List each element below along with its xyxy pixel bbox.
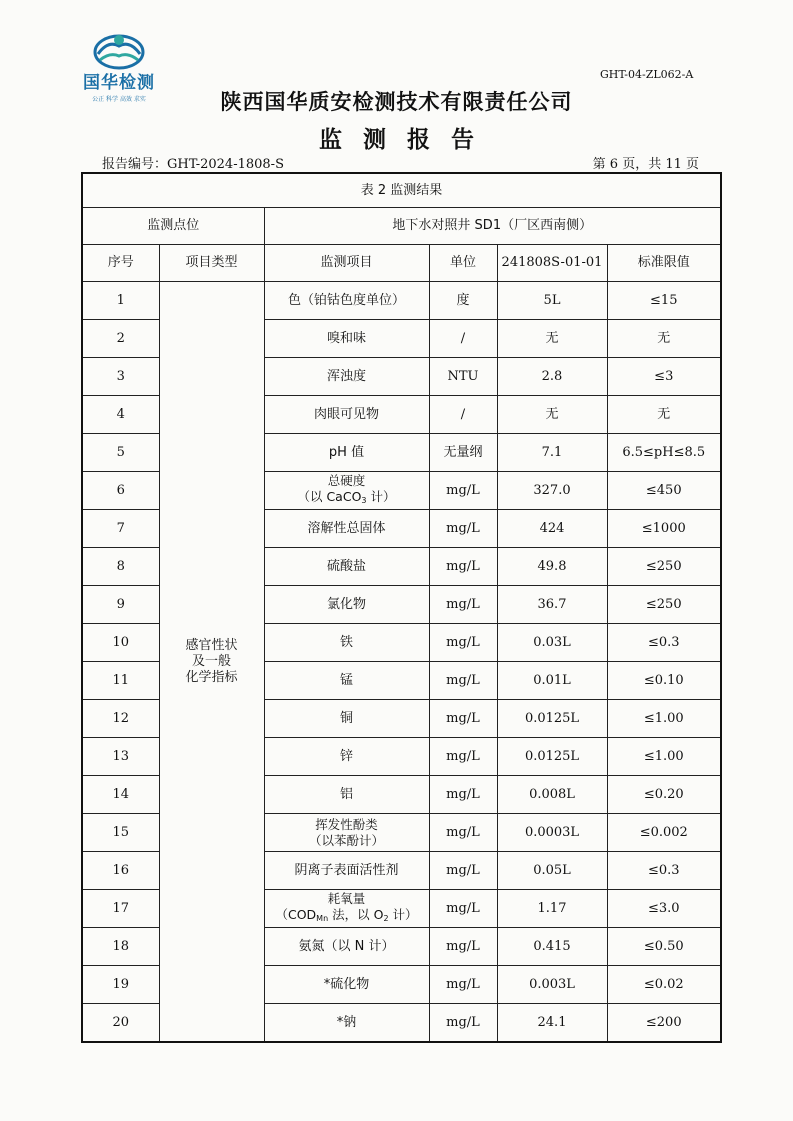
row-unit: mg/L bbox=[429, 700, 497, 738]
row-result: 无 bbox=[497, 396, 607, 434]
item-note-part: 计） bbox=[388, 906, 418, 922]
table-caption-row bbox=[82, 173, 721, 208]
row-result: 无 bbox=[497, 320, 607, 358]
row-limit: ≤0.10 bbox=[607, 662, 721, 700]
row-no: 4 bbox=[82, 396, 159, 434]
category-line: 感官性状 bbox=[185, 637, 238, 653]
monitoring-point-row bbox=[82, 208, 721, 245]
item-name: pH 值 bbox=[328, 444, 365, 460]
row-item bbox=[264, 396, 429, 434]
item-name: 铝 bbox=[339, 786, 353, 802]
row-result: 0.05L bbox=[497, 852, 607, 890]
row-unit: mg/L bbox=[429, 548, 497, 586]
row-limit: ≤0.02 bbox=[607, 966, 721, 1004]
item-name: 锰 bbox=[339, 672, 353, 688]
row-result: 2.8 bbox=[497, 358, 607, 396]
row-no: 20 bbox=[82, 1004, 159, 1043]
row-result: 49.8 bbox=[497, 548, 607, 586]
row-result: 1.17 bbox=[497, 890, 607, 928]
item-note-part: 计） bbox=[366, 488, 396, 504]
item-name: 阴离子表面活性剂 bbox=[294, 862, 399, 878]
row-result: 24.1 bbox=[497, 1004, 607, 1043]
item-name: 氯化物 bbox=[326, 596, 366, 612]
item-name: 铜 bbox=[339, 710, 353, 726]
row-no: 13 bbox=[82, 738, 159, 776]
item-note-part: （COD bbox=[275, 906, 317, 922]
item-name: 浑浊度 bbox=[326, 368, 366, 384]
row-limit: 无 bbox=[607, 396, 721, 434]
row-limit: ≤1.00 bbox=[607, 700, 721, 738]
header-no: 序号 bbox=[82, 245, 159, 282]
category-line: 及一般 bbox=[191, 653, 231, 669]
row-no: 14 bbox=[82, 776, 159, 814]
item-name: 挥发性酚类 bbox=[315, 816, 378, 832]
company-name: 陕西国华质安检测技术有限责任公司 bbox=[220, 90, 573, 114]
row-limit: 6.5≤pH≤8.5 bbox=[607, 434, 721, 472]
row-unit: mg/L bbox=[429, 738, 497, 776]
row-no: 11 bbox=[82, 662, 159, 700]
item-note bbox=[265, 833, 429, 849]
table-row bbox=[82, 282, 721, 320]
item-name: 锌 bbox=[339, 748, 353, 764]
row-item bbox=[264, 738, 429, 776]
row-limit: ≤3 bbox=[607, 358, 721, 396]
row-limit: ≤250 bbox=[607, 586, 721, 624]
item-name: 硫酸盐 bbox=[326, 558, 366, 574]
row-limit: ≤15 bbox=[607, 282, 721, 320]
item-name: 铁 bbox=[339, 634, 353, 650]
monitoring-results-table bbox=[81, 172, 722, 1043]
row-no: 19 bbox=[82, 966, 159, 1004]
row-no: 17 bbox=[82, 890, 159, 928]
row-unit: mg/L bbox=[429, 928, 497, 966]
row-result: 36.7 bbox=[497, 586, 607, 624]
item-note-part: （以 CaCO bbox=[297, 488, 362, 504]
item-note-part: Mn bbox=[316, 913, 329, 923]
item-name: 色（铂钴色度单位） bbox=[287, 292, 405, 308]
row-item bbox=[264, 434, 429, 472]
row-limit: 无 bbox=[607, 320, 721, 358]
row-result: 0.008L bbox=[497, 776, 607, 814]
item-note-part: （以苯酚计） bbox=[308, 832, 384, 848]
row-no: 8 bbox=[82, 548, 159, 586]
row-unit: mg/L bbox=[429, 624, 497, 662]
row-item bbox=[264, 472, 429, 510]
row-no: 1 bbox=[82, 282, 159, 320]
row-no: 2 bbox=[82, 320, 159, 358]
logo-text: 国华检测 bbox=[83, 73, 155, 93]
row-unit: mg/L bbox=[429, 776, 497, 814]
row-no: 16 bbox=[82, 852, 159, 890]
row-unit: mg/L bbox=[429, 814, 497, 852]
item-note-part: 3 bbox=[361, 495, 367, 505]
page-info: 第 6 页，共 11 页 bbox=[592, 157, 699, 172]
row-result: 0.01L bbox=[497, 662, 607, 700]
row-unit: mg/L bbox=[429, 1004, 497, 1043]
report-number: 报告编号：GHT-2024-1808-S bbox=[102, 157, 284, 172]
monitoring-point-value: 地下水对照井 SD1（厂区西南侧） bbox=[264, 208, 721, 245]
header-category: 项目类型 bbox=[159, 245, 264, 282]
item-note-part: 2 bbox=[383, 913, 389, 923]
item-note bbox=[265, 907, 429, 927]
row-unit: mg/L bbox=[429, 586, 497, 624]
row-result: 424 bbox=[497, 510, 607, 548]
row-unit: / bbox=[429, 396, 497, 434]
row-result: 7.1 bbox=[497, 434, 607, 472]
logo-slogan: 公正 科学 高效 求实 bbox=[92, 96, 146, 103]
row-no: 7 bbox=[82, 510, 159, 548]
row-item bbox=[264, 282, 429, 320]
row-item bbox=[264, 548, 429, 586]
row-limit: ≤3.0 bbox=[607, 890, 721, 928]
row-item bbox=[264, 776, 429, 814]
row-limit: ≤0.002 bbox=[607, 814, 721, 852]
row-result: 327.0 bbox=[497, 472, 607, 510]
row-unit: NTU bbox=[429, 358, 497, 396]
row-result: 0.0003L bbox=[497, 814, 607, 852]
row-item bbox=[264, 966, 429, 1004]
row-unit: mg/L bbox=[429, 472, 497, 510]
document-number: GHT-04-ZL062-A bbox=[600, 68, 694, 81]
row-item bbox=[264, 814, 429, 852]
row-no: 9 bbox=[82, 586, 159, 624]
report-title: 监测报告 bbox=[319, 127, 495, 153]
row-unit: mg/L bbox=[429, 966, 497, 1004]
row-limit: ≤0.3 bbox=[607, 624, 721, 662]
row-item bbox=[264, 852, 429, 890]
item-name: *钠 bbox=[336, 1014, 357, 1030]
row-item bbox=[264, 358, 429, 396]
row-no: 12 bbox=[82, 700, 159, 738]
header-sample-id: 241808S-01-01 bbox=[497, 245, 607, 282]
item-name: 肉眼可见物 bbox=[313, 406, 379, 422]
row-limit: ≤1000 bbox=[607, 510, 721, 548]
row-item bbox=[264, 662, 429, 700]
row-item bbox=[264, 890, 429, 928]
row-limit: ≤200 bbox=[607, 1004, 721, 1043]
row-item bbox=[264, 700, 429, 738]
logo-emblem-icon bbox=[90, 30, 148, 70]
table-header-row bbox=[82, 245, 721, 282]
header-limit: 标准限值 bbox=[607, 245, 721, 282]
row-limit: ≤1.00 bbox=[607, 738, 721, 776]
row-no: 10 bbox=[82, 624, 159, 662]
row-unit: 无量纲 bbox=[429, 434, 497, 472]
row-unit: mg/L bbox=[429, 890, 497, 928]
row-unit: mg/L bbox=[429, 852, 497, 890]
row-result: 5L bbox=[497, 282, 607, 320]
row-item bbox=[264, 1004, 429, 1043]
item-note bbox=[265, 489, 429, 509]
item-name: 耗氧量 bbox=[327, 890, 366, 906]
item-name: 总硬度 bbox=[327, 472, 366, 488]
row-limit: ≤0.3 bbox=[607, 852, 721, 890]
row-no: 18 bbox=[82, 928, 159, 966]
item-name: 嗅和味 bbox=[326, 330, 366, 346]
item-name: 溶解性总固体 bbox=[307, 520, 386, 536]
row-limit: ≤0.20 bbox=[607, 776, 721, 814]
row-unit: mg/L bbox=[429, 510, 497, 548]
row-no: 15 bbox=[82, 814, 159, 852]
header-item: 监测项目 bbox=[264, 245, 429, 282]
row-limit: ≤0.50 bbox=[607, 928, 721, 966]
row-unit: mg/L bbox=[429, 662, 497, 700]
item-name: 氨氮（以 N 计） bbox=[298, 938, 395, 954]
row-unit: / bbox=[429, 320, 497, 358]
row-result: 0.0125L bbox=[497, 700, 607, 738]
row-unit: 度 bbox=[429, 282, 497, 320]
row-no: 3 bbox=[82, 358, 159, 396]
row-result: 0.03L bbox=[497, 624, 607, 662]
header-unit: 单位 bbox=[429, 245, 497, 282]
row-no: 5 bbox=[82, 434, 159, 472]
row-item bbox=[264, 928, 429, 966]
row-item bbox=[264, 510, 429, 548]
item-name: *硫化物 bbox=[323, 976, 370, 992]
row-item bbox=[264, 320, 429, 358]
row-item bbox=[264, 586, 429, 624]
category-line: 化学指标 bbox=[185, 669, 238, 685]
table-caption: 表 2 监测结果 bbox=[82, 173, 721, 208]
item-note-part: 法，以 O bbox=[328, 906, 384, 922]
row-limit: ≤450 bbox=[607, 472, 721, 510]
row-limit: ≤250 bbox=[607, 548, 721, 586]
monitoring-point-label: 监测点位 bbox=[82, 208, 264, 245]
row-item bbox=[264, 624, 429, 662]
row-no: 6 bbox=[82, 472, 159, 510]
category-cell bbox=[159, 282, 264, 1043]
row-result: 0.003L bbox=[497, 966, 607, 1004]
row-result: 0.415 bbox=[497, 928, 607, 966]
row-result: 0.0125L bbox=[497, 738, 607, 776]
